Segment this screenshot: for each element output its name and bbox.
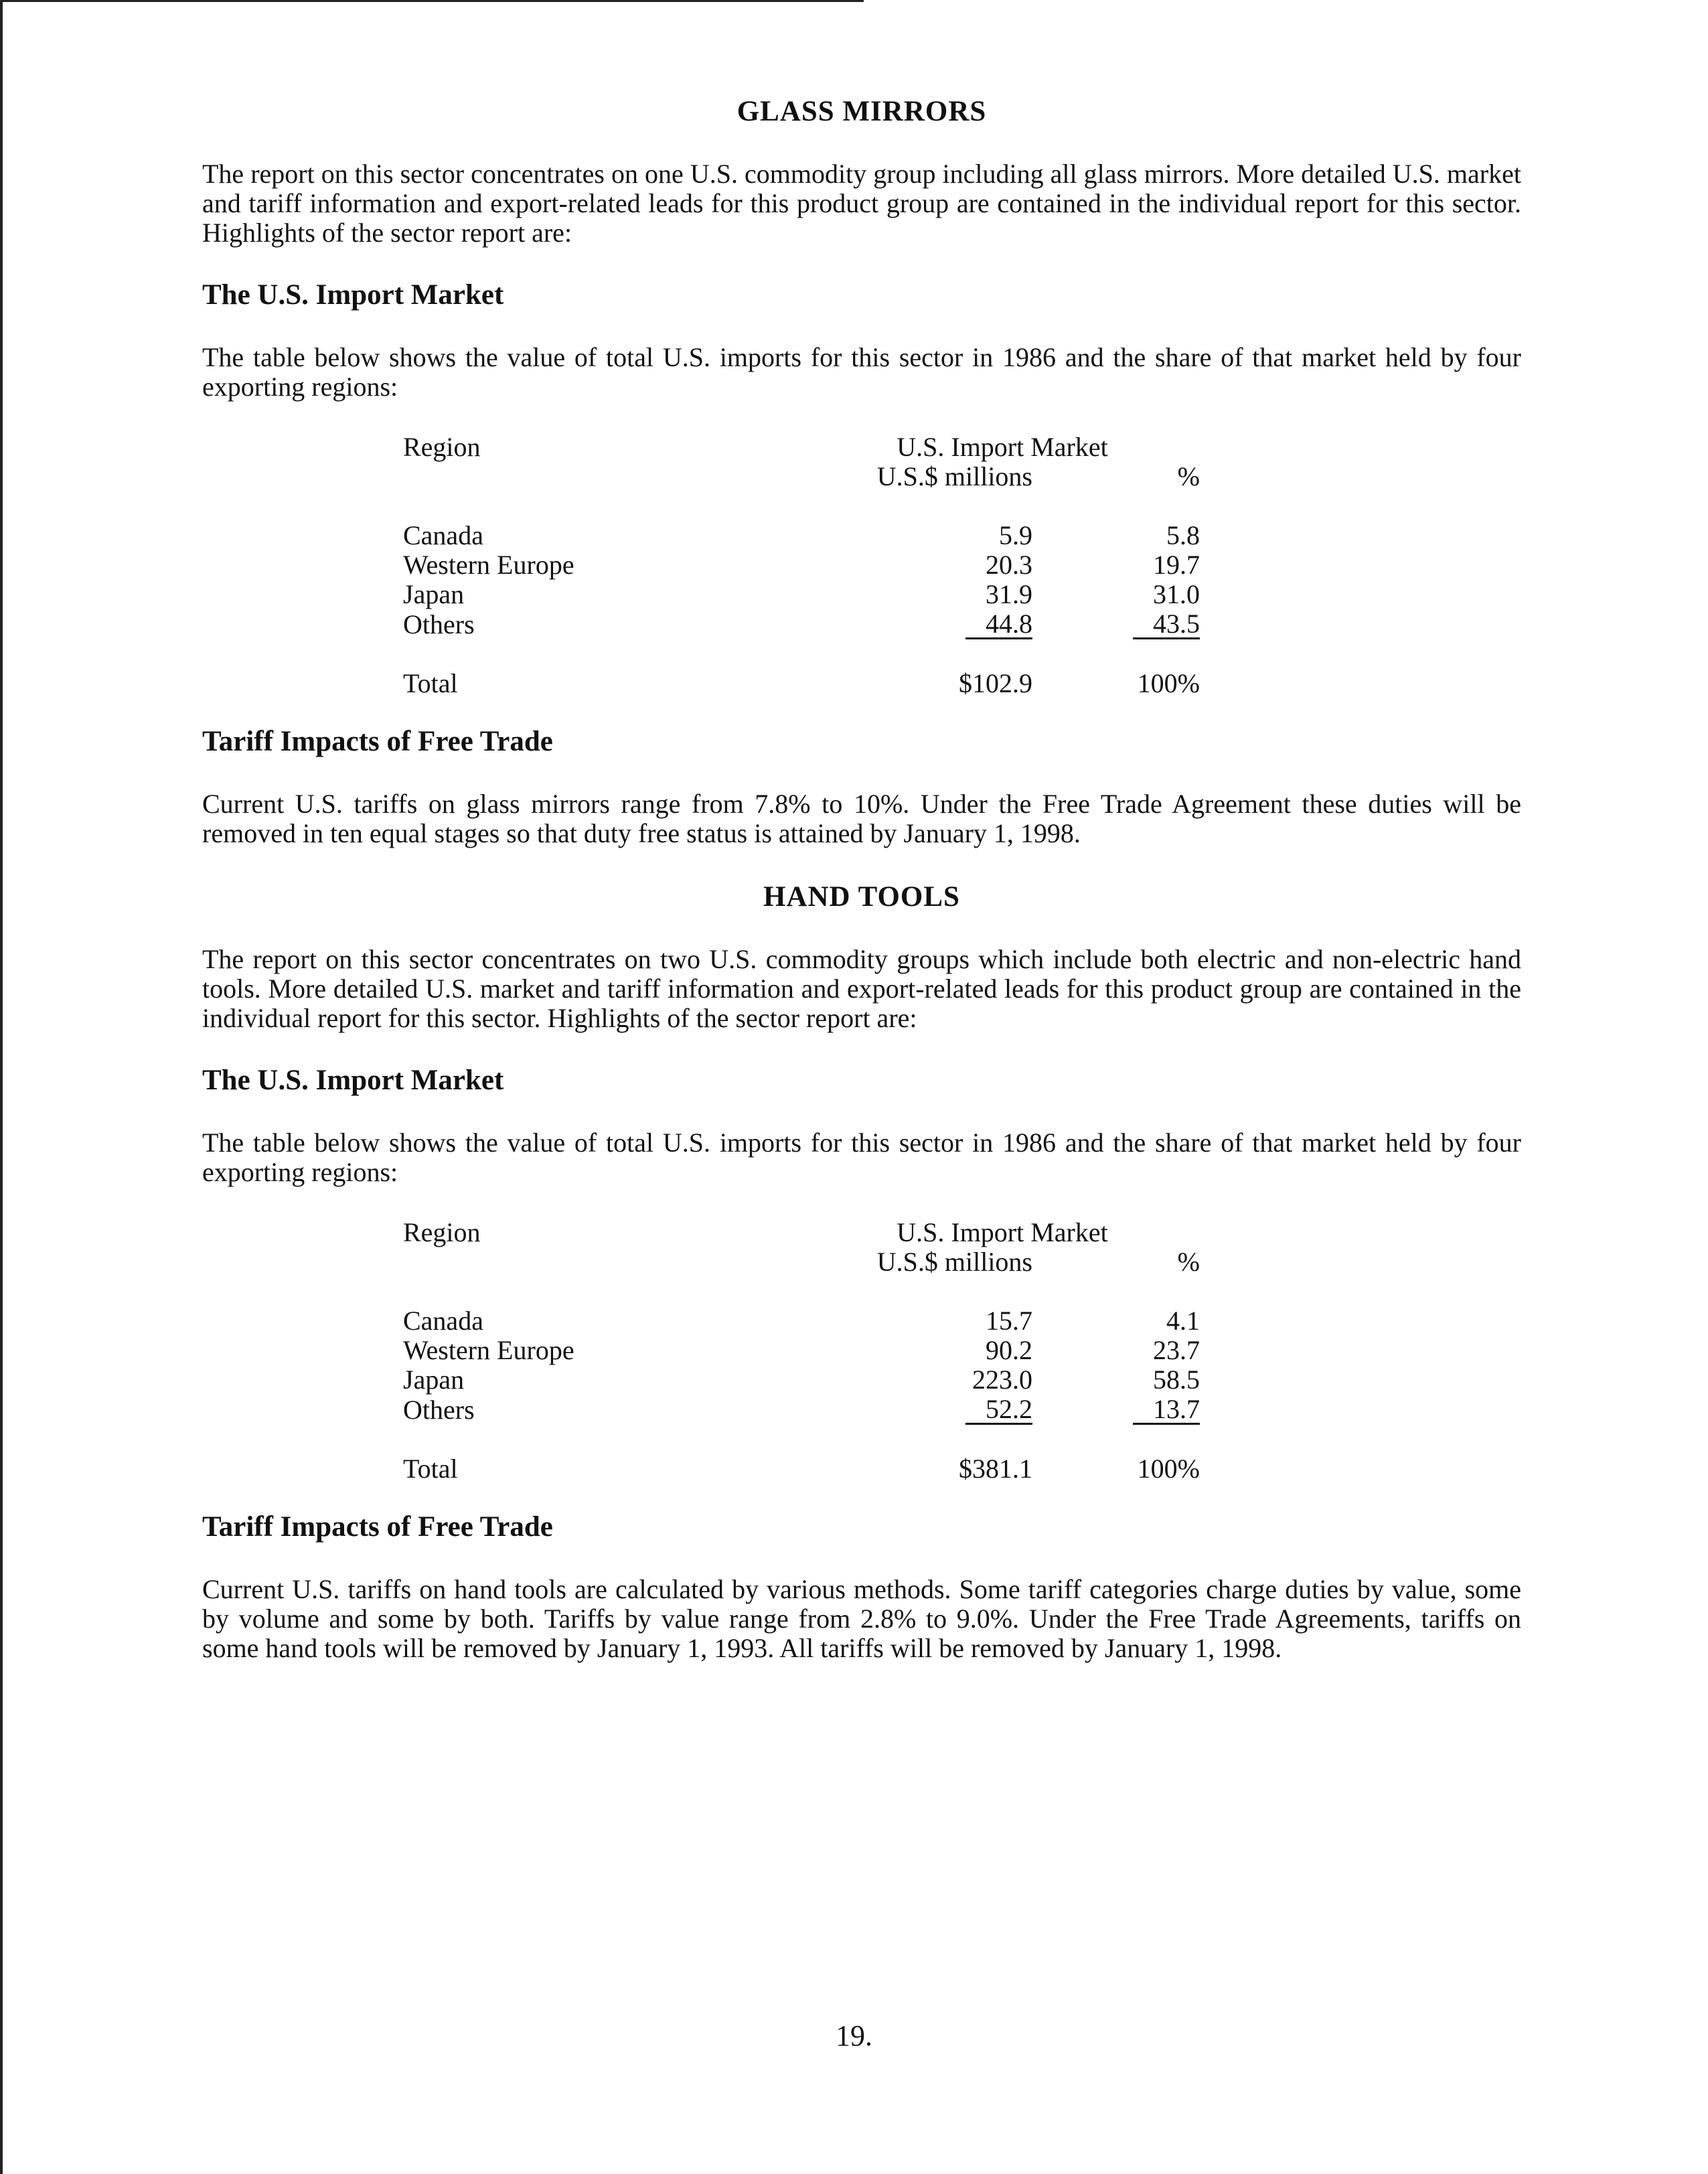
pct-header: % xyxy=(1177,1247,1200,1277)
pct-cell: 43.5 xyxy=(1133,611,1200,639)
document-body xyxy=(202,94,1521,1694)
millions-cell: 223.0 xyxy=(972,1365,1032,1395)
millions-cell: 44.8 xyxy=(965,611,1032,639)
table-subheader-row xyxy=(403,1247,1200,1277)
tariff-text: Current U.S. tariffs on hand tools are calculated by various methods. Some tariff categories charge duties by value, some by volume and some by both. Tariffs by value range from 2.8% to 9.0%. Under the Free Trade Agreements, tariffs on some hand tools will be removed by January 1, 1993. All tariffs will be removed by January 1, 1998. xyxy=(202,1574,1521,1663)
region-cell: Japan xyxy=(403,579,465,609)
millions-cell: 52.2 xyxy=(965,1396,1032,1425)
import-market-text: The table below shows the value of total U.S. imports for this sector in 1986 and the share of that market held by four exporting regions: xyxy=(202,342,1521,402)
pct-header: % xyxy=(1177,461,1200,491)
page-number: 19. xyxy=(836,2019,872,2052)
section-intro: The report on this sector concentrates on one U.S. commodity group including all glass mirrors. More detailed U.S. market and tariff information and export-related leads for this product group are contained in the individual report for this sector. Highlights of the sector report are: xyxy=(202,159,1521,248)
import-table xyxy=(403,1218,1200,1484)
pct-cell: 4.1 xyxy=(1166,1306,1200,1336)
region-header: Region xyxy=(403,1217,481,1247)
section-hand-tools xyxy=(202,879,1521,1663)
millions-header: U.S.$ millions xyxy=(876,1247,1032,1277)
page-border-top xyxy=(0,0,864,2)
import-market-heading: The U.S. Import Market xyxy=(202,279,504,311)
tariff-heading: Tariff Impacts of Free Trade xyxy=(202,726,553,757)
table-total-row xyxy=(403,1454,1200,1484)
millions-cell: 15.7 xyxy=(986,1306,1032,1336)
total-label: Total xyxy=(403,668,458,698)
region-cell: Japan xyxy=(403,1365,465,1395)
pct-cell: 19.7 xyxy=(1153,550,1200,580)
region-cell: Canada xyxy=(403,1306,483,1336)
region-cell: Western Europe xyxy=(403,550,574,580)
region-header: Region xyxy=(403,432,481,462)
market-header: U.S. Import Market xyxy=(897,432,1108,462)
total-millions: $102.9 xyxy=(959,668,1032,698)
import-market-heading: The U.S. Import Market xyxy=(202,1065,504,1096)
table-header-row xyxy=(403,1218,1200,1247)
millions-cell: 5.9 xyxy=(999,520,1032,550)
table-row xyxy=(403,521,1200,550)
pct-cell: 31.0 xyxy=(1153,579,1200,609)
pct-cell: 58.5 xyxy=(1153,1365,1200,1395)
tariff-heading: Tariff Impacts of Free Trade xyxy=(202,1511,553,1543)
tariff-text: Current U.S. tariffs on glass mirrors range from 7.8% to 10%. Under the Free Trade Agreement these duties will be removed in ten equal stages so that duty free status is attained by January 1, 1998. xyxy=(202,789,1521,848)
table-row xyxy=(403,550,1200,580)
pct-cell: 23.7 xyxy=(1153,1335,1200,1365)
millions-cell: 20.3 xyxy=(986,550,1032,580)
import-market-text: The table below shows the value of total U.S. imports for this sector in 1986 and the share of that market held by four exporting regions: xyxy=(202,1128,1521,1187)
total-millions: $381.1 xyxy=(959,1454,1032,1484)
table-total-row xyxy=(403,669,1200,698)
table-row xyxy=(403,609,1200,639)
page-border-left xyxy=(0,0,3,2174)
region-cell: Others xyxy=(403,1395,475,1425)
total-pct: 100% xyxy=(1137,1454,1200,1484)
millions-cell: 90.2 xyxy=(986,1335,1032,1365)
region-cell: Canada xyxy=(403,520,483,550)
millions-cell: 31.9 xyxy=(986,579,1032,609)
import-table xyxy=(403,433,1200,698)
table-row xyxy=(403,1365,1200,1395)
section-title: HAND TOOLS xyxy=(763,881,960,913)
table-row xyxy=(403,1306,1200,1336)
table-row xyxy=(403,1336,1200,1365)
region-cell: Others xyxy=(403,609,475,639)
section-title: GLASS MIRRORS xyxy=(736,96,987,127)
total-pct: 100% xyxy=(1137,668,1200,698)
region-cell: Western Europe xyxy=(403,1335,574,1365)
pct-cell: 5.8 xyxy=(1166,520,1200,550)
section-glass-mirrors xyxy=(202,94,1521,848)
table-row xyxy=(403,580,1200,609)
millions-header: U.S.$ millions xyxy=(876,461,1032,491)
section-intro: The report on this sector concentrates on two U.S. commodity groups which include both electric and non-electric hand tools. More detailed U.S. market and tariff information and export-related leads for this product group are contained in the individual report for this sector. Highlights of the sector report are: xyxy=(202,944,1521,1033)
total-label: Total xyxy=(403,1454,458,1484)
pct-cell: 13.7 xyxy=(1133,1396,1200,1425)
table-header-row xyxy=(403,433,1200,462)
table-subheader-row xyxy=(403,462,1200,491)
market-header: U.S. Import Market xyxy=(897,1217,1108,1247)
table-row xyxy=(403,1395,1200,1425)
